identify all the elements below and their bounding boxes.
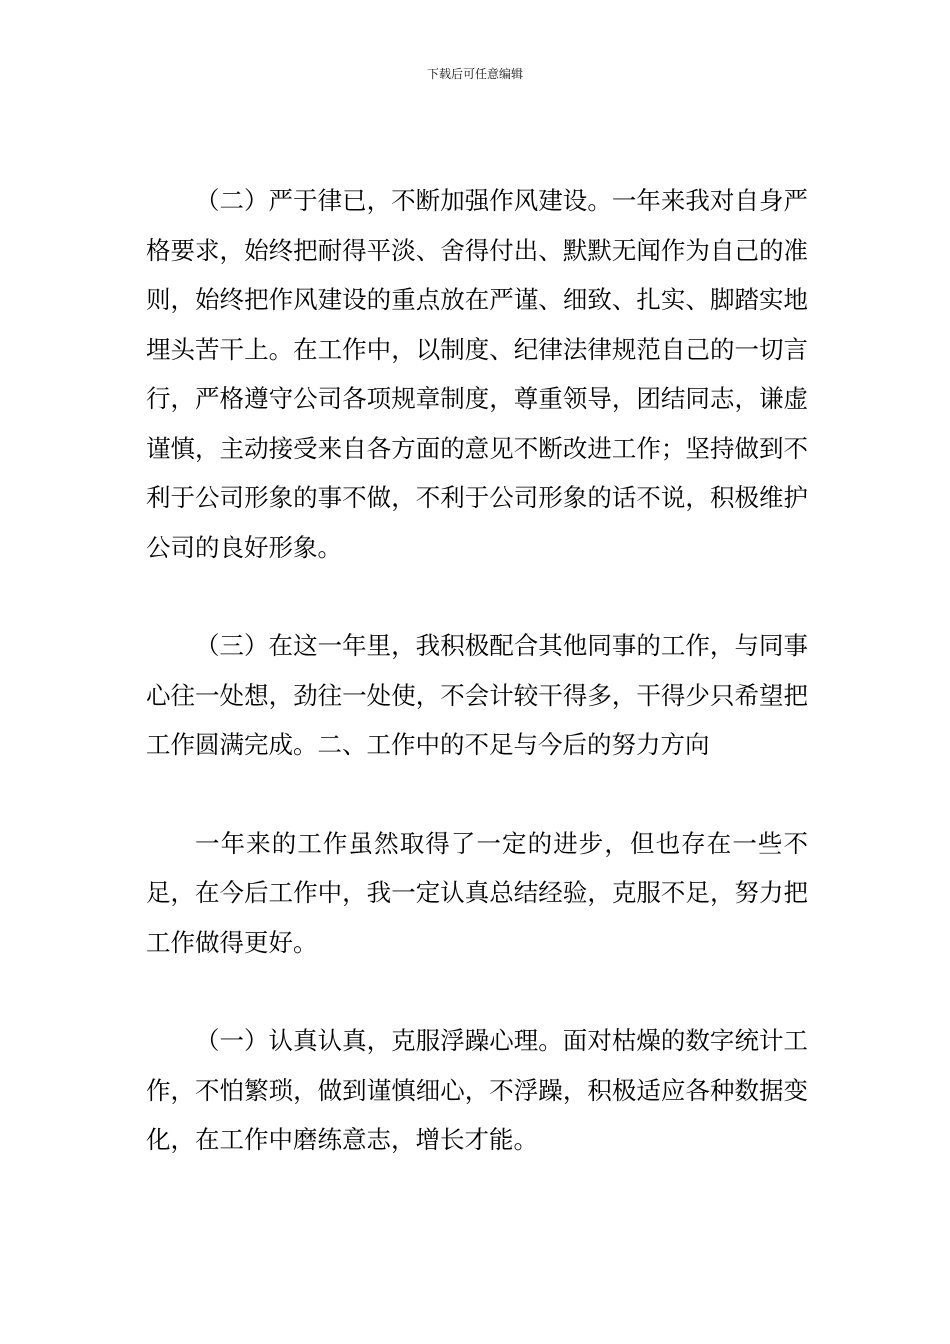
paragraph-style-building: （二）严于律已，不断加强作风建设。一年来我对自身严格要求，始终把耐得平淡、舍得付出、默默无闻作为自己的准则，始终把作风建设的重点放在严谨、细致、扎实、脚踏实地埋头苦干上。在工作中，以制度、纪律法律规范自己的一切言行，严格遵守公司各项规章制度，尊重领导，团结同志，谦虚谨慎，主动接受来自各方面的意见不断改进工作；坚持做到不利于公司形象的事不做，不利于公司形象的话不说，积极维护公司的良好形象。 [146,186,808,562]
paragraph-cooperation: （三）在这一年里，我积极配合其他同事的工作，与同事心往一处想，劲往一处使，不会计较干得多，干得少只希望把工作圆满完成。二、工作中的不足与今后的努力方向 [146,631,808,759]
paragraph-diligence: （一）认真认真，克服浮躁心理。面对枯燥的数字统计工作，不怕繁琐，做到谨慎细心，不浮躁，积极适应各种数据变化，在工作中磨练意志，增长才能。 [146,1026,808,1154]
page-header: 下载后可任意编辑 [426,67,523,81]
paragraph-shortcomings: 一年来的工作虽然取得了一定的进步，但也存在一些不足，在今后工作中，我一定认真总结经验，克服不足，努力把工作做得更好。 [146,828,808,957]
document-body [146,176,808,1165]
